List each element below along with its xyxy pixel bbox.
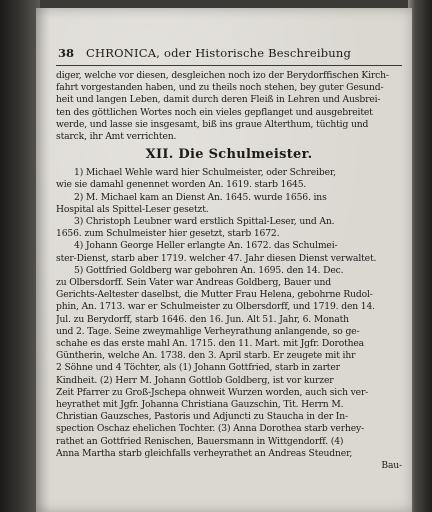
text-line: Kindheit. (2) Herr M. Johann Gottlob Goldberg, ist vor kurzer — [56, 374, 334, 386]
text-line: ster-Dienst, starb aber 1719. welcher 47. Jahr diesen Dienst verwaltet. — [56, 252, 377, 264]
text-line: diger, welche vor diesen, desgleichen noch izo der Berydorffischen Kirch- — [56, 70, 389, 81]
text-line: werde, und lasse sie insgesamt, biß ins graue Alterthum, tüchtig und — [56, 118, 369, 130]
text-line: 1) Michael Wehle ward hier Schulmeister, oder Schreiber, — [74, 167, 336, 179]
text-line: Gerichts-Aeltester daselbst, die Mutter Frau Helena, gebohrne Rudol- — [56, 289, 373, 301]
text-line: spection Oschaz ehelichen Tochter. (3) Anna Dorothea starb verhey- — [56, 423, 365, 435]
text-line: und 2. Tage. Seine zweymahlige Verheyrathung anlangende, so ge- — [56, 325, 360, 337]
text-line: phin, An. 1713. war er Schulmeister zu Olbersdorff, und 1719. den 14. — [56, 301, 375, 313]
text-line: starck, ihr Amt verrichten. — [56, 131, 177, 143]
text-line: ten des göttlichen Wortes noch ein vieles gepflanget und ausgebreitet — [56, 106, 373, 118]
page-text — [56, 70, 402, 472]
text-line: schahe es das erste mahl An. 1715. den 11. Mart. mit Jgfr. Dorothea — [56, 338, 365, 350]
page-header — [58, 46, 404, 62]
running-title: CHRONICA, oder Historische Beschreibung — [86, 46, 352, 60]
text-line: wie sie damahl genennet worden An. 1619. starb 1645. — [56, 179, 307, 191]
book-page — [36, 8, 412, 512]
text-line: Anna Martha starb gleichfalls verheyrathet an Andreas Steudner, — [56, 447, 353, 459]
section-heading: XII. Die Schulmeister. — [145, 147, 313, 163]
text-line: heit und langen Leben, damit durch deren Fleiß in Lehren und Ausbrei- — [56, 94, 381, 106]
text-line: rathet an Gottfried Renischen, Bauersmann in Wittgendorff. (4) — [56, 435, 344, 447]
intro-paragraph — [56, 70, 402, 143]
text-line: Bau- — [381, 460, 402, 472]
book-spine-shadow — [0, 0, 40, 512]
text-line: 3) Christoph Leubner ward erstlich Spittal-Leser, und An. — [74, 216, 335, 228]
schoolmasters-list — [56, 167, 402, 472]
text-line: Hospital als Spittel-Leser gesetzt. — [56, 203, 209, 215]
text-line: zu Olbersdorff. Sein Vater war Andreas Goldberg, Bauer und — [56, 277, 331, 289]
page-number: 38 — [58, 46, 75, 60]
text-line: fahrt vorgestanden haben, und zu theils noch stehen, bey guter Gesund- — [56, 82, 384, 94]
text-line: 5) Gottfried Goldberg war gebohren An. 1695. den 14. Dec. — [74, 264, 344, 276]
text-line: Zeit Pfarrer zu Groß-Jschepa ohnweit Wurzen worden, auch sich ver- — [56, 386, 369, 398]
header-rule — [56, 65, 402, 66]
text-line: 2) M. Michael kam an Dienst An. 1645. wurde 1656. ins — [74, 191, 327, 203]
text-line: 4) Johann George Heller erlangte An. 1672. das Schulmei- — [74, 240, 338, 252]
text-line: Jul. zu Berydorff, starb 1646. den 16. Jun. Alt 51. Jahr, 6. Monath — [56, 313, 349, 325]
text-line: heyrathet mit Jgfr. Johanna Christiana Gauzschin, Tit. Herrn M. — [56, 399, 344, 411]
text-line: 1656. zum Schulmeister hier gesetzt, starb 1672. — [56, 228, 280, 240]
text-line: Christian Gauzsches, Pastoris und Adjuncti zu Staucha in der In- — [56, 411, 348, 423]
text-line: 2 Söhne und 4 Töchter, als (1) Johann Gottfried, starb in zarter — [56, 362, 340, 374]
text-line: Güntherin, welche An. 1738. den 3. April starb. Er zeugete mit ihr — [56, 350, 356, 362]
